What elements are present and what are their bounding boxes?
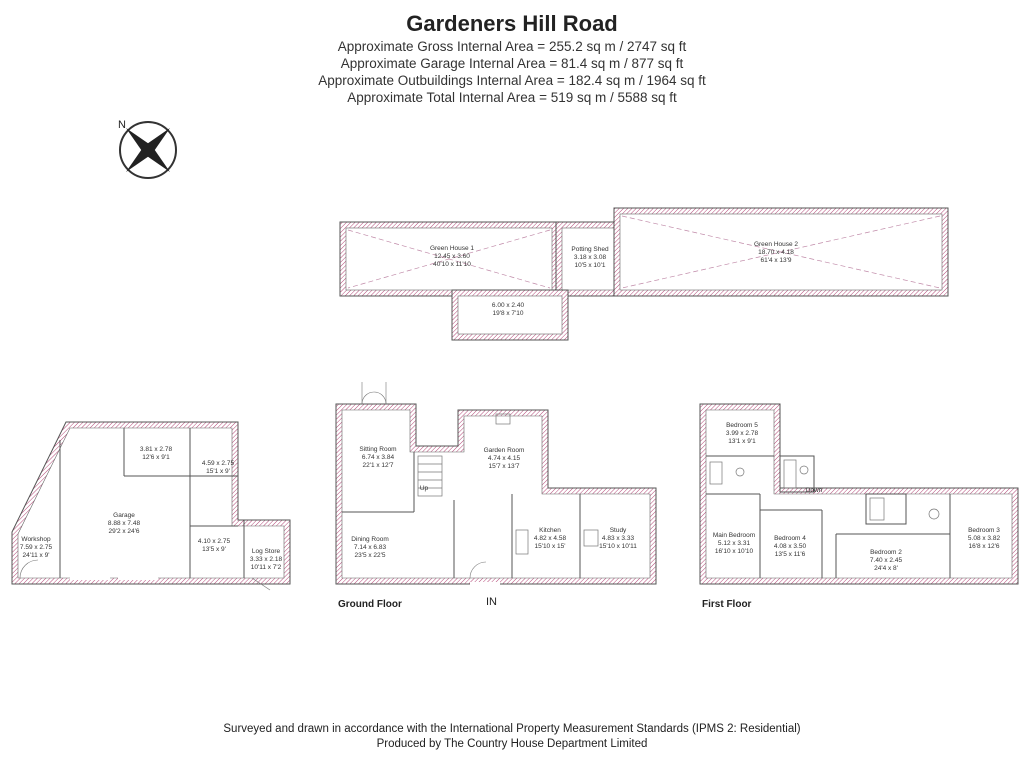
room-label-store2-1: 15'1 x 9'	[206, 468, 230, 475]
room-label-greenhouse2-0: Green House 2	[753, 241, 799, 248]
room-label-mainbed-2: 16'10 x 10'10	[714, 548, 754, 555]
first-floor-label: First Floor	[702, 599, 752, 610]
room-label-garden-1: 4.74 x 4.15	[487, 455, 521, 462]
garage-area-text: Approximate Garage Internal Area = 81.4 sq m / 877 sq ft	[340, 56, 684, 71]
room-label-bed3-1: 5.08 x 3.82	[967, 535, 1001, 542]
compass-north-label: N	[118, 119, 126, 131]
room-label-sitting-2: 22'1 x 12'7	[362, 462, 394, 469]
room-label-logstore-1: 3.33 x 2.18	[249, 556, 283, 563]
room-label-bed3-2: 16'8 x 12'6	[968, 543, 1000, 550]
compass-icon	[118, 119, 176, 178]
room-label-logstore-2: 10'11 x 7'2	[250, 564, 282, 571]
room-label-greenhouse1-2: 40'10 x 11'10	[433, 261, 471, 268]
room-label-bed5-0: Bedroom 5	[726, 422, 758, 429]
room-label-store2-0: 4.59 x 2.75	[201, 460, 235, 467]
stairs-up-label: Up	[419, 485, 429, 492]
room-label-bed3-0: Bedroom 3	[968, 527, 1000, 534]
room-label-mainbed-0: Main Bedroom	[712, 532, 756, 539]
room-label-greenhouse1-1: 12.45 x 3.60	[434, 253, 470, 260]
room-label-mainbed-1: 5.12 x 3.31	[717, 540, 751, 547]
survey-standard-text: Surveyed and drawn in accordance with the International Property Measurement Standards (IPMS 2: Residential)	[223, 723, 801, 735]
room-label-study-0: Study	[609, 527, 627, 534]
room-label-bed2-1: 7.40 x 2.45	[869, 557, 903, 564]
room-label-workshop-2: 24'11 x 9'	[22, 552, 50, 559]
room-label-bed5-2: 13'1 x 9'1	[728, 438, 756, 445]
room-label-study-1: 4.83 x 3.33	[601, 535, 635, 542]
room-label-potting-0: Potting Shed	[571, 246, 609, 253]
room-label-garage-1: 8.88 x 7.48	[107, 520, 141, 527]
gross-area-text: Approximate Gross Internal Area = 255.2 sq m / 2747 sq ft	[337, 39, 687, 54]
room-label-study-2: 15'10 x 10'11	[599, 543, 637, 550]
room-label-potting-1: 3.18 x 3.08	[573, 254, 607, 261]
page-title: Gardeners Hill Road	[406, 11, 618, 36]
stairs-down-label: Down	[805, 487, 823, 494]
room-label-bed4-2: 13'5 x 11'6	[774, 551, 806, 558]
room-label-store1-1: 12'6 x 9'1	[142, 454, 170, 461]
room-label-annex-0: 6.00 x 2.40	[491, 302, 525, 309]
room-label-logstore-0: Log Store	[251, 548, 281, 555]
room-label-garage-0: Garage	[113, 512, 135, 519]
room-label-bed4-1: 4.08 x 3.50	[773, 543, 807, 550]
room-label-greenhouse1-0: Green House 1	[429, 245, 475, 252]
room-label-bed2-0: Bedroom 2	[870, 549, 902, 556]
room-label-kitchen-2: 15'10 x 15'	[534, 543, 566, 550]
room-label-dining-0: Dining Room	[351, 536, 389, 543]
producer-text: Produced by The Country House Department Limited	[376, 738, 648, 750]
room-label-sitting-0: Sitting Room	[359, 446, 397, 453]
room-label-bed5-1: 3.99 x 2.78	[725, 430, 759, 437]
room-label-bed2-2: 24'4 x 8'	[874, 565, 898, 572]
entrance-label: IN	[486, 596, 497, 608]
room-label-store1-0: 3.81 x 2.78	[139, 446, 173, 453]
room-label-workshop-1: 7.59 x 2.75	[19, 544, 53, 551]
room-label-store3-1: 13'5 x 9'	[202, 546, 226, 553]
footer	[0, 722, 1024, 752]
total-area-text: Approximate Total Internal Area = 519 sq m / 5588 sq ft	[347, 90, 677, 105]
outbuildings-plan	[340, 208, 948, 340]
room-label-kitchen-0: Kitchen	[539, 527, 561, 534]
room-label-greenhouse2-1: 18.70 x 4.18	[758, 249, 794, 256]
room-label-sitting-1: 6.74 x 3.84	[361, 454, 395, 461]
ground-floor-label: Ground Floor	[338, 599, 402, 610]
room-label-garden-2: 15'7 x 13'7	[488, 463, 520, 470]
room-label-workshop-0: Workshop	[21, 536, 51, 543]
room-label-potting-2: 10'5 x 10'1	[574, 262, 606, 269]
room-label-bed4-0: Bedroom 4	[774, 535, 806, 542]
room-label-dining-2: 23'5 x 22'5	[354, 552, 386, 559]
room-label-dining-1: 7.14 x 6.83	[353, 544, 387, 551]
room-label-store3-0: 4.10 x 2.75	[197, 538, 231, 545]
room-label-annex-1: 19'8 x 7'10	[492, 310, 524, 317]
room-label-greenhouse2-2: 61'4 x 13'9	[760, 257, 792, 264]
room-label-kitchen-1: 4.82 x 4.58	[533, 535, 567, 542]
room-label-garden-0: Garden Room	[483, 447, 525, 454]
room-label-garage-2: 29'2 x 24'6	[108, 528, 140, 535]
outbuildings-area-text: Approximate Outbuildings Internal Area = 182.4 sq m / 1964 sq ft	[318, 73, 706, 88]
